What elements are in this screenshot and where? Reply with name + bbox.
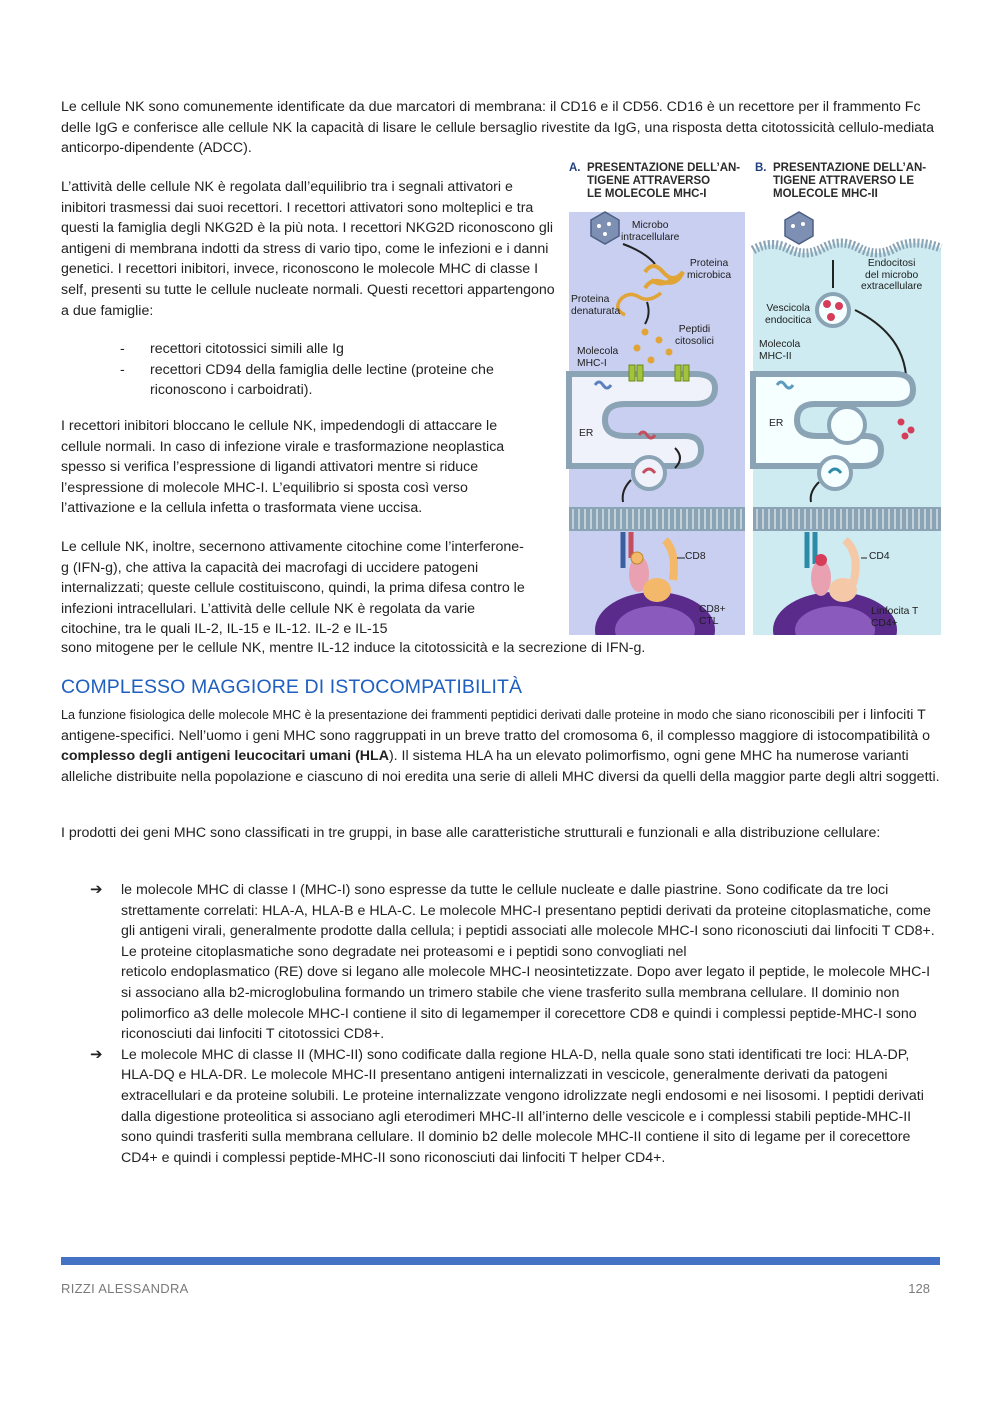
receptor-family-list: [120, 339, 560, 401]
panel-b-title: B. PRESENTAZIONE DELL’AN- TIGENE ATTRAVERSO LE MOLECOLE MHC-II: [755, 162, 927, 200]
footer-rule: [61, 1257, 940, 1265]
label-molecola-mhc2: Molecola MHC-II: [759, 339, 801, 362]
label-microbo: Microbo intracellulare: [621, 220, 680, 243]
antigen-presentation-figure: [565, 160, 945, 635]
label-vescicola: Vescicola endocitica: [765, 303, 812, 326]
paragraph-mhc-groups: I prodotti dei geni MHC sono classificati in tre gruppi, in base alle caratteristiche strutturali e funzionali e alla distribuzione cellulare:: [61, 825, 881, 841]
virus-icon-b: [785, 212, 813, 244]
label-endocitosi: Endocitosi del microbo extracellulare: [861, 258, 923, 292]
label-er-b: ER: [769, 418, 784, 429]
footer-author: RIZZI ALESSANDRA: [61, 1281, 189, 1296]
list-dash: -: [120, 361, 125, 378]
panel-a-title: A. PRESENTAZIONE DELL’AN- TIGENE ATTRAVERSO LE MOLECOLE MHC-I: [569, 162, 741, 200]
paragraph-cytokines: Le cellule NK, inoltre, secernono attivamente citochine come l’interferone-g (IFN-g), che attiva la capacità dei macrofagi di uccidere patogeni internalizzati; queste cellule costituiscono, quindi, la prima difesa contro le infezioni intracellulari. L’attività delle cellule NK è regolata da varie citochine, tra le quali IL-2, IL-15 e IL-12. IL-2 e IL-15: [61, 539, 525, 638]
label-proteina-microbica: Proteina microbica: [687, 258, 732, 281]
label-linfocita-t: Linfocita T CD4+: [871, 606, 919, 629]
mhc2-loading-vesicle: [829, 407, 865, 443]
paragraph-cytokines-end: sono mitogene per le cellule NK, mentre IL-12 induce la citotossicità e la secrezione di IFN-g.: [61, 640, 646, 656]
list-item-mhc-class-1: ➔ le molecole MHC di classe I (MHC-I) sono espresse da tutte le cellule nucleate e dalle piastrine. Sono codificate da tre loci strettamente correlati: HLA-A, HLA-B e HLA-C. Le molecole MHC-I presentano peptidi derivati da proteine citoplasmatiche, come gli antigeni virali, generalmente prodotte dalla cellula; i peptidi associati alle molecole MHC-I sono riconosciuti dai linfociti T CD8+. Le proteine citoplasmatiche sono degradate nei proteasomi e i peptidi sono convogliati nel reticolo endoplasmatico (RE) dove si legano alle molecole MHC-I neosintetizzate. Dopo aver legato il peptide, le molecole MHC-I si associano alla b2-microglobulina formando un trimero stabile che viene trasferito sulla membrana cellulare. Il dominio non polimorfico a3 delle molecole MHC-I contiene il sito di legamemper il corecettore CD8 e quindi i complessi peptide-MHC-I sono riconosciuti dai linfociti T citotossici CD8+.: [90, 881, 935, 1043]
label-er-a: ER: [579, 428, 594, 439]
mhc-class-list: [90, 880, 942, 1168]
list-item: - recettori citotossici simili alle Ig: [120, 339, 560, 360]
label-cd8-ctl: CD8+ CTL: [699, 604, 726, 627]
arrow-bullet-icon: ➔: [90, 881, 103, 898]
paragraph-nk-regulation: L’attività delle cellule NK è regolata dall’equilibrio tra i segnali attivatori e inibitori trasmessi dai suoi recettori. I recettori attivatori sono molteplici e tra questi la famiglia degli NKG2D è la più nota. I recettori NKG2D riconoscono gli antigeni di membrana indotti da stress di vario tipo, come le infezioni e i danni genetici. I recettori inibitori, invece, riconoscono le molecole MHC di classe I self, presenti su tutte le cellule nucleate normali. Questi recettori appartengono a due famiglie:: [61, 179, 555, 319]
label-molecola-mhc1: Molecola MHC-I: [577, 346, 619, 369]
endocytic-vesicle: [817, 294, 849, 326]
virus-icon-a: [591, 212, 619, 244]
paragraph-nk-markers: Le cellule NK sono comunemente identificate da due marcatori di membrana: il CD16 e il CD56. CD16 è un recettore per il frammento Fc delle IgG e conferisce alle cellule NK la capacità di lisare le cellule bersaglio rivestite da IgG, una risposta detta citotossicità cellulo-mediata anticorpo-dipendente (ADCC).: [61, 99, 934, 157]
list-item: - recettori CD94 della famiglia delle lectine (proteine che riconoscono i carboidrati).: [120, 361, 494, 399]
label-peptidi-citosolici: Peptidi citosolici: [675, 324, 714, 347]
exocytic-vesicle-a: [633, 457, 665, 489]
label-cd8: CD8: [685, 551, 706, 562]
arrow-bullet-icon: ➔: [90, 1045, 103, 1063]
cd8-coreceptor: [643, 578, 671, 602]
label-cd4: CD4: [869, 551, 890, 562]
list-dash: -: [120, 341, 125, 357]
paragraph-mhc-function: La funzione fisiologica delle molecole MHC è la presentazione dei frammenti peptidici derivati dalle proteine in modo che siano riconoscibili per i linfociti T antigene-specifici. Nell’uomo i geni MHC sono raggruppati in un breve tratto del cromosoma 6, il complesso maggiore di istocompatibilità o complesso degli antigeni leucocitari umani (HLA). Il sistema HLA ha un elevato polimorfismo, ogni gene MHC ha numerose varianti alleliche distribuite nella popolazione e ciascuno di noi eredita una serie di alleli MHC diversi da quelli della maggior parte degli altri soggetti.: [61, 707, 940, 785]
hla-emphasis: complesso degli antigeni leucocitari umani (HLA: [61, 748, 389, 765]
label-proteina-denaturata: Proteina denaturata: [571, 294, 621, 317]
paragraph-inhibitory-receptors: I recettori inibitori bloccano le cellule NK, impedendogli di attaccare le cellule normali. In caso di infezione virale e trasformazione neoplastica spesso si verifica l’espressione di ligandi attivatori mentre si riduce l’espressione di molecole MHC-I. L’equilibrio si sposta così verso l’attivazione e la cellula infetta o trasformata viene uccisa.: [61, 418, 505, 517]
page-number: 128: [908, 1281, 930, 1296]
section-heading-mhc: COMPLESSO MAGGIORE DI ISTOCOMPATIBILITÀ: [61, 676, 523, 698]
list-item-mhc-class-2: ➔ Le molecole MHC di classe II (MHC-II) sono codificate dalla regione HLA-D, nella quale sono stati identificati tre loci: HLA-DP, HLA-DQ e HLA-DR. Le molecole MHC-II presentano antigeni internalizzati in vescicole, generalmente derivati da patogeni extracellulari e da proteine solubili. Le proteine internalizzate vengono idrolizzate negli endosomi e nei lisosomi. I peptidi derivati dalla digestione proteolitica si associano agli eterodimeri MHC-II all’interno delle vescicole e i complessi stabili peptide-MHC-II sono quindi trasferiti sulla membrana cellulare. Il dominio b2 delle molecole MHC-II contiene il sito di legame per il corecettore CD4+ e quindi i complessi peptide-MHC-II sono riconosciuti dai linfociti T helper CD4+.: [90, 1045, 924, 1166]
exocytic-vesicle-b: [819, 457, 851, 489]
